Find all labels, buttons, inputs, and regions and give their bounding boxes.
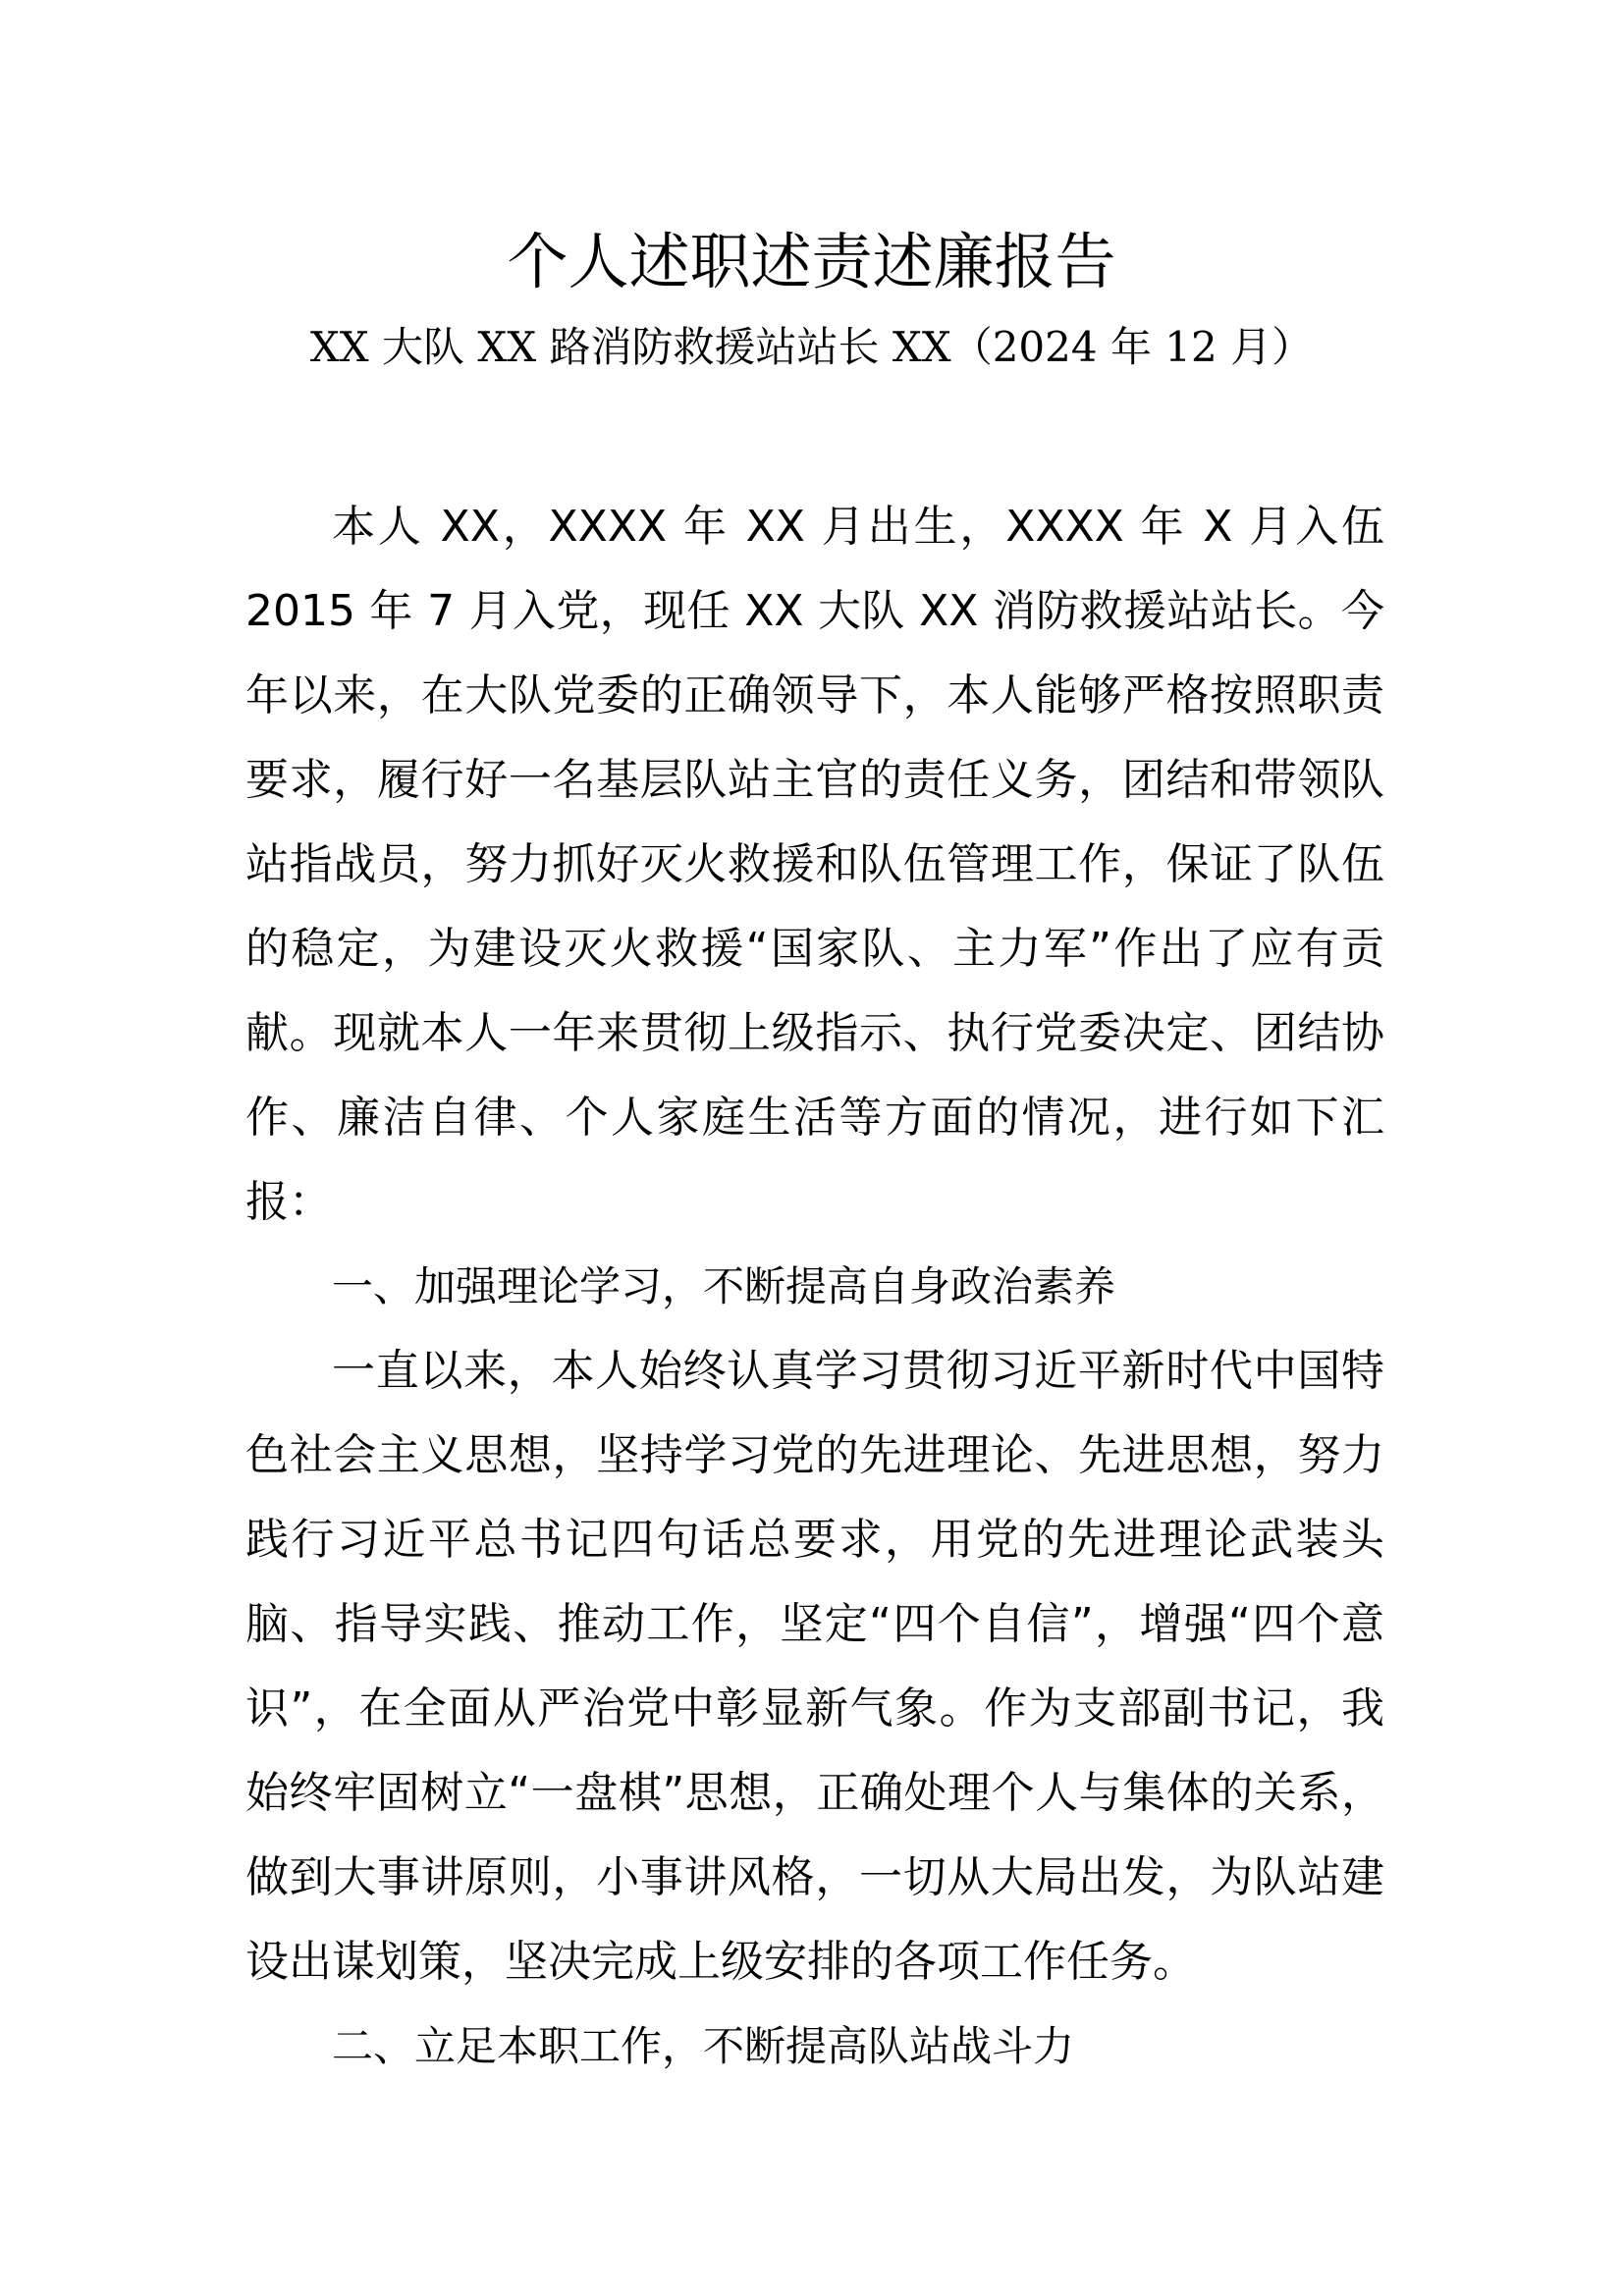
section-1-paragraph: 一直以来，本人始终认真学习贯彻习近平新时代中国特色社会主义思想，坚持学习党的先进理论、先进思想，努力践行习近平总书记四句话总要求，用党的先进理论武装头脑、指导实践、推动工作，坚定“四个自信”，增强“四个意识”，在全面从严治党中彰显新气象。作为支部副书记，我始终牢固树立“一盘棋”思想，正确处理个人与集体的关系，做到大事讲原则，小事讲风格，一切从大局出发，为队站建设出谋划策，坚决完成上级安排的各项工作任务。 bbox=[245, 1346, 1384, 1987]
document-subtitle: XX 大队 XX 路消防救援站站长 XX（2024 年 12 月） bbox=[309, 323, 1314, 371]
section-2-heading: 二、立足本职工作，不断提高队站战斗力 bbox=[332, 2022, 1075, 2070]
intro-paragraph: 本人 XX，XXXX 年 XX 月出生，XXXX 年 X 月入伍 2015 年 7 月入党，现任 XX 大队 XX 消防救援站站长。今年以来，在大队党委的正确领导下，本人能够严格按照职责要求，履行好一名基层队站主官的责任义务，团结和带领队站指战员，努力抓好灭火救援和队伍管理工作，保证了队伍的稳定，为建设灭火救援“国家队、主力军”作出了应有贡献。现就本人一年来贯彻上级指示、执行党委决定、团结协作、廉洁自律、个人家庭生活等方面的情况，进行如下汇报： bbox=[245, 502, 1384, 1227]
section-1-heading: 一、加强理论学习，不断提高自身政治素养 bbox=[332, 1262, 1116, 1310]
document-title: 个人述职述责述廉报告 bbox=[507, 226, 1116, 297]
document-body bbox=[245, 485, 1384, 2089]
